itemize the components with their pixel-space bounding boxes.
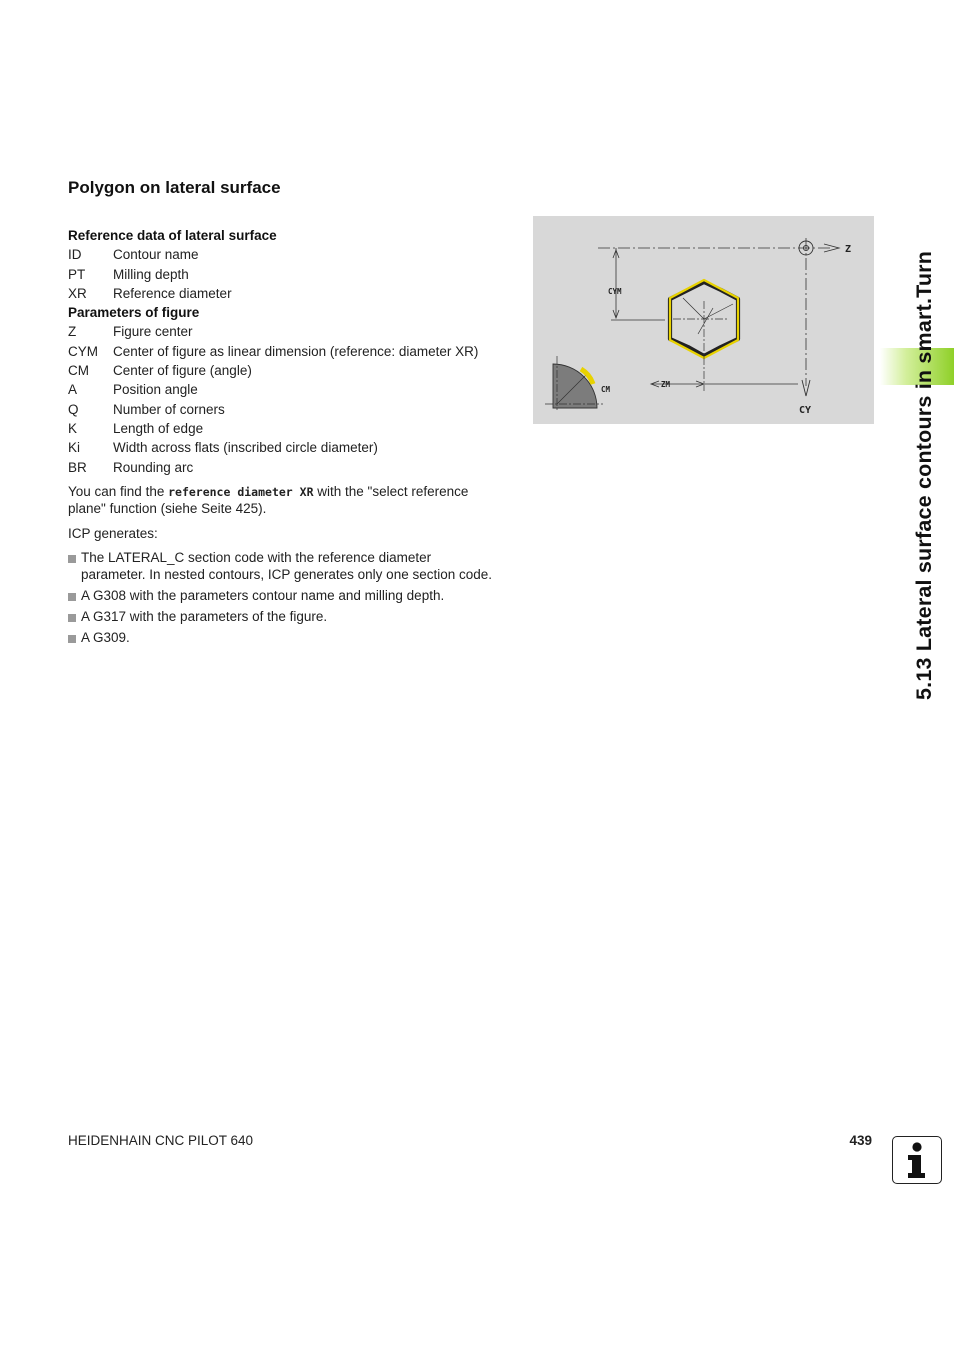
list-item [68,550,498,583]
bullet-square-icon [68,555,76,563]
cm-label: CM [601,385,611,394]
param-key: PT [68,266,86,282]
param-desc: Reference diameter [113,285,232,301]
param-desc: Position angle [113,382,198,398]
bullet-square-icon [68,614,76,622]
param-desc: Center of figure (angle) [113,363,252,379]
param-row [68,361,518,380]
bullet-square-icon [68,635,76,643]
param-key: XR [68,285,87,301]
param-row [68,458,518,477]
list-item-text: A G317 with the parameters of the figure. [81,608,328,624]
list-item [68,588,498,605]
reference-heading: Reference data of lateral surface [68,228,277,243]
list-item-text: The LATERAL_C section code with the reference diameter parameter. In nested contours, ICP generates only one section code. [81,550,493,582]
param-row [68,400,518,419]
list-item-text: A G308 with the parameters contour name and milling depth. [81,587,445,603]
info-icon [892,1136,942,1184]
param-key: BR [68,459,87,475]
chapter-sidebar-title: 5.13 Lateral surface contours in smart.Turn [912,250,936,700]
param-row [68,284,518,303]
note-suffix: with the "select reference plane" function (siehe Seite 425). [68,484,469,516]
param-key: A [68,382,78,398]
param-row [68,438,518,457]
param-key: K [68,420,78,436]
param-row [68,265,518,284]
cym-label: CYM [608,287,622,296]
zm-label: ZM [661,380,671,389]
note-prefix: You can find the [68,484,169,499]
list-item [68,630,498,647]
polygon-diagram [533,216,874,424]
param-desc: Figure center [113,324,193,340]
list-item-text: A G309. [81,629,130,645]
param-desc: Center of figure as linear dimension (reference: diameter XR) [113,343,479,359]
param-desc: Contour name [113,247,199,263]
reference-note [68,484,508,517]
param-row [68,380,518,399]
param-row [68,245,518,264]
icp-output-list [68,550,498,651]
icp-generates: ICP generates: [68,526,158,541]
param-desc: Length of edge [113,420,204,436]
cy-axis-label: CY [799,405,812,416]
param-row [68,342,518,361]
bullet-square-icon [68,593,76,601]
param-key: CYM [68,343,98,359]
footer-page-number: 439 [849,1133,872,1148]
param-desc: Rounding arc [113,459,194,475]
info-dot [912,1142,921,1151]
info-stem [908,1155,925,1178]
z-axis-label: Z [845,244,852,255]
figure-heading: Parameters of figure [68,305,200,321]
param-key: ID [68,247,82,263]
param-desc: Width across flats (inscribed circle diameter) [113,440,378,456]
note-code: reference diameter XR [168,485,314,499]
section-title: Polygon on lateral surface [68,178,281,197]
footer-manual-name: HEIDENHAIN CNC PILOT 640 [68,1133,254,1148]
param-desc: Milling depth [113,266,189,282]
param-key: Q [68,401,79,417]
param-key: CM [68,363,89,379]
param-row [68,419,518,438]
param-desc: Number of corners [113,401,225,417]
parameter-list [68,226,518,477]
param-key: Ki [68,440,81,456]
list-item [68,609,498,626]
param-key: Z [68,324,77,340]
param-row [68,322,518,341]
